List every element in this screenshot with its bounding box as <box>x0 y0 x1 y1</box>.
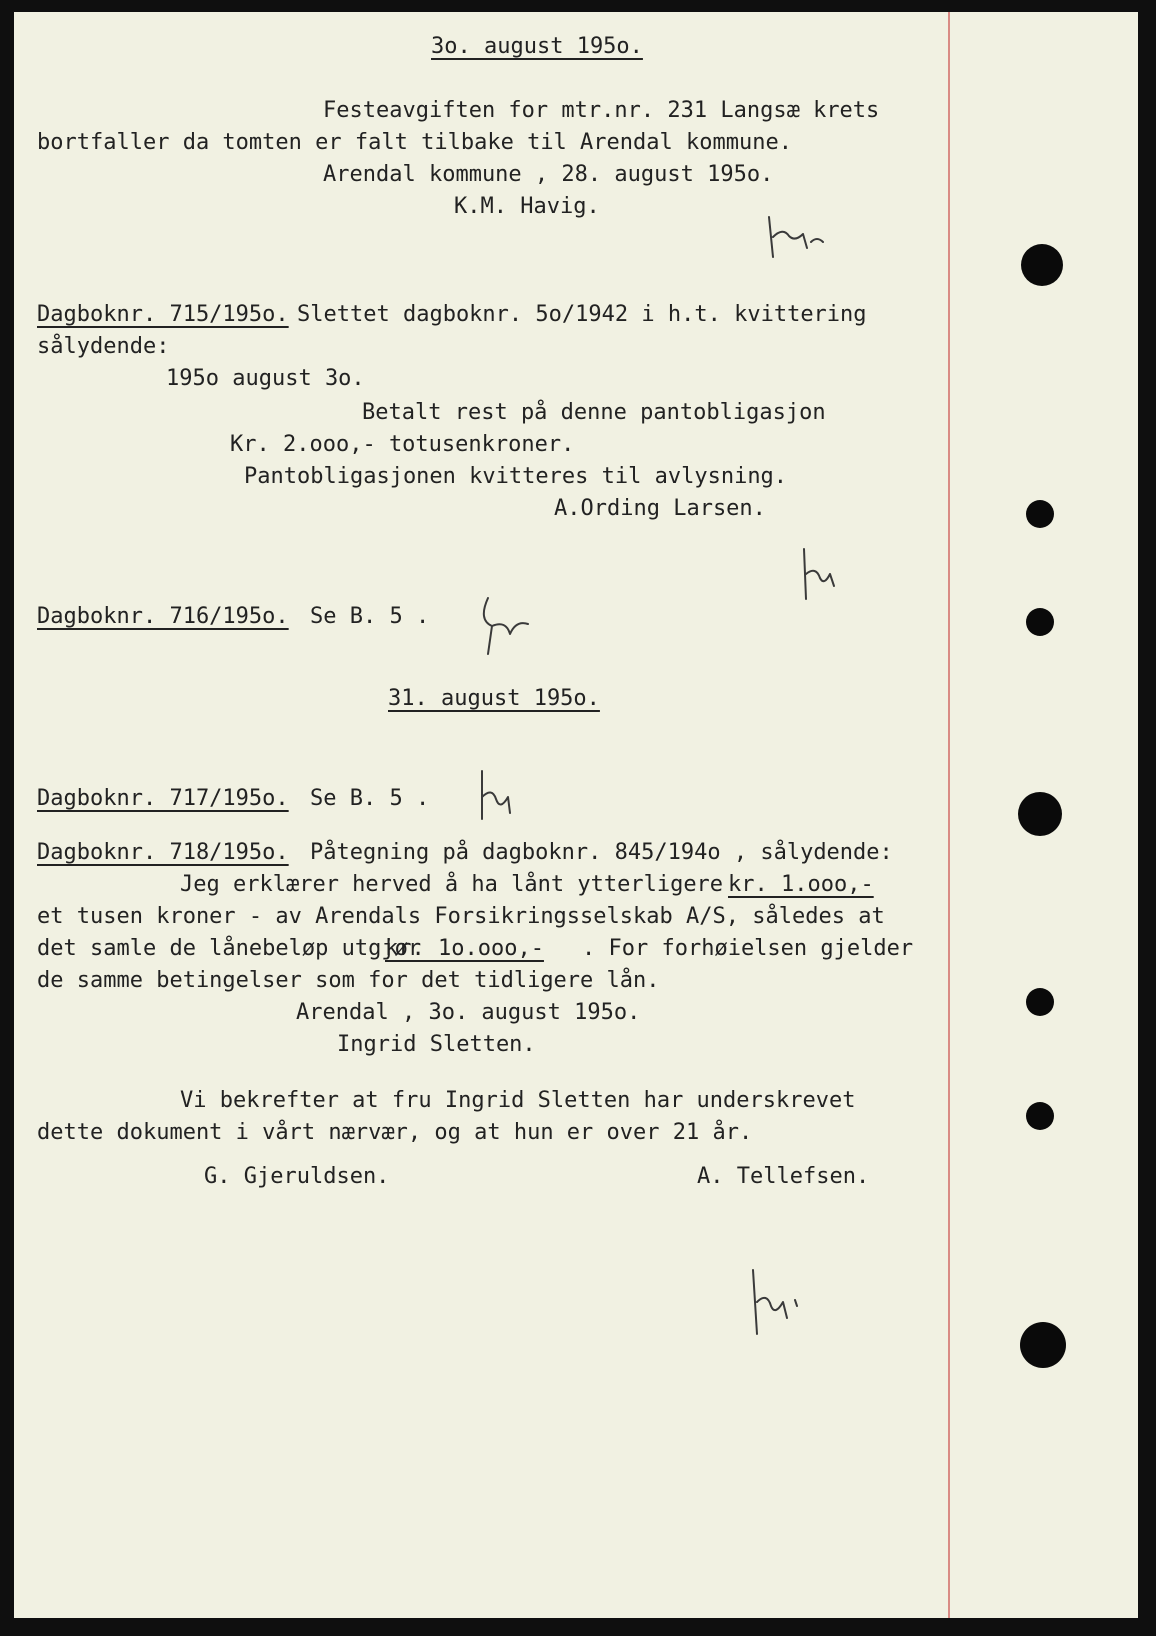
handwritten-initials <box>472 767 528 827</box>
text-line: Se B. 5 . <box>310 604 430 629</box>
text-line: Se B. 5 . <box>310 786 430 811</box>
signature-name: Ingrid Sletten. <box>337 1032 536 1057</box>
text-line: Jeg erklærer herved å ha lånt ytterligere <box>180 872 724 897</box>
handwritten-initials <box>794 544 844 604</box>
text-line: 195o august 3o. <box>166 366 365 391</box>
text-line: . For forhøielsen gjelder <box>582 936 914 961</box>
signature-name: K.M. Havig. <box>454 194 600 219</box>
binder-hole <box>1026 608 1054 636</box>
date-heading-31-august: 31. august 195o. <box>388 686 600 711</box>
text-line: Arendal , 3o. august 195o. <box>296 1000 641 1025</box>
binder-hole <box>1026 500 1054 528</box>
witness-name: G. Gjeruldsen. <box>204 1164 390 1189</box>
handwritten-initials <box>759 212 829 262</box>
text-line: et tusen kroner - av Arendals Forsikringsselskab A/S, således at <box>37 904 885 929</box>
binder-hole <box>1026 988 1054 1016</box>
text-line: Pantobligasjonen kvitteres til avlysning. <box>244 464 788 489</box>
text-line: Påtegning på dagboknr. 845/194o , sålydende: <box>310 840 893 865</box>
entry-ref-715: Dagboknr. 715/195o. <box>37 302 289 327</box>
text-line: de samme betingelser som for det tidligere lån. <box>37 968 660 993</box>
text-line: bortfaller da tomten er falt tilbake til Arendal kommune. <box>37 130 792 155</box>
amount-underlined: kr. 1o.ooo,- <box>385 936 544 961</box>
handwritten-initials <box>739 1262 809 1342</box>
entry-ref-717: Dagboknr. 717/195o. <box>37 786 289 811</box>
witness-name: A. Tellefsen. <box>697 1164 870 1189</box>
text-line: Arendal kommune , 28. august 195o. <box>323 162 774 187</box>
handwritten-initials <box>476 590 546 660</box>
text-line: sålydende: <box>37 334 170 359</box>
amount-underlined: kr. 1.ooo,- <box>728 872 874 897</box>
date-heading-30-august: 3o. august 195o. <box>431 34 643 59</box>
binder-hole <box>1020 1322 1066 1368</box>
text-line: Festeavgiften for mtr.nr. 231 Langsæ krets <box>323 98 880 123</box>
document-page <box>14 12 1138 1618</box>
binder-hole <box>1026 1102 1054 1130</box>
text-line: Vi bekrefter at fru Ingrid Sletten har underskrevet <box>180 1088 856 1113</box>
entry-ref-718: Dagboknr. 718/195o. <box>37 840 289 865</box>
text-line: det samle de lånebeløp utgjør <box>37 936 422 961</box>
entry-ref-716: Dagboknr. 716/195o. <box>37 604 289 629</box>
binder-hole <box>1021 244 1063 286</box>
signature-name: A.Ording Larsen. <box>554 496 766 521</box>
text-line: Slettet dagboknr. 5o/1942 i h.t. kvittering <box>297 302 867 327</box>
text-line: Betalt rest på denne pantobligasjon <box>362 400 826 425</box>
text-line: Kr. 2.ooo,- totusenkroner. <box>230 432 575 457</box>
margin-line <box>948 12 950 1618</box>
binder-hole <box>1018 792 1062 836</box>
text-line: dette dokument i vårt nærvær, og at hun er over 21 år. <box>37 1120 753 1145</box>
